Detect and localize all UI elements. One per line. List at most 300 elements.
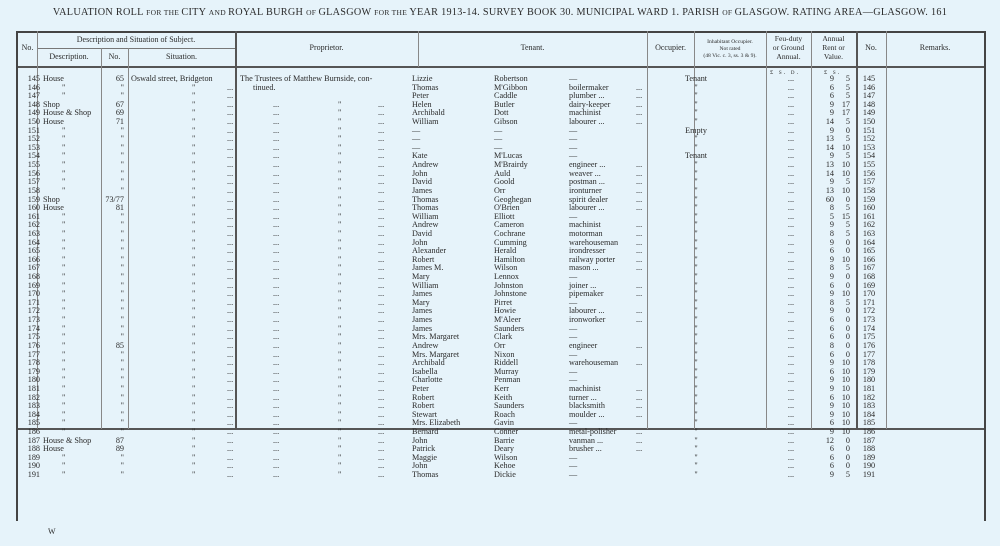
tenant-first-name: — <box>412 134 421 144</box>
situation-ditto: " <box>192 254 196 264</box>
situation-leader: ... <box>227 358 234 368</box>
tenant-surname: — <box>494 125 503 135</box>
description: " <box>62 151 66 161</box>
occupation: blacksmith <box>569 401 605 411</box>
situation-ditto: " <box>192 323 196 333</box>
occupier-status: " <box>694 99 698 109</box>
proprietor-leader: ... <box>378 272 385 282</box>
occupation-leader: ... <box>636 409 643 419</box>
description: " <box>62 228 66 238</box>
proprietor: The Trustees of Matthew Burnside, con- <box>240 74 373 83</box>
occupier-status: " <box>694 306 698 316</box>
occupation-leader: ... <box>636 177 643 187</box>
top-rule <box>18 31 984 33</box>
tenant-first-name: William <box>412 280 439 290</box>
annual-shillings: 0 <box>845 444 850 454</box>
occupation-leader: ... <box>636 160 643 170</box>
description: " <box>62 401 66 411</box>
proprietor-leader: ... <box>378 340 385 350</box>
proprietor-leader: ... <box>378 108 385 118</box>
tenant-surname: — <box>494 142 503 152</box>
proprietor: tinued. <box>253 82 276 92</box>
annual-pounds: 9 <box>829 125 834 135</box>
table-body <box>18 75 984 480</box>
row-number-right: 189 <box>862 452 876 462</box>
situation-leader: ... <box>227 254 234 264</box>
situation-leader: ... <box>227 340 234 350</box>
occupation: irondresser <box>569 246 606 256</box>
tenant-first-name: Kate <box>412 151 428 161</box>
occupier-status: Tenant <box>684 74 708 83</box>
tenant-surname: Butler <box>494 99 515 109</box>
occupier-status: " <box>694 435 698 445</box>
proprietor-leader: ... <box>273 117 280 127</box>
description: House <box>43 203 64 213</box>
description: " <box>62 340 66 350</box>
footer-mark: W <box>48 527 56 536</box>
street-number: " <box>120 160 124 170</box>
situation-ditto: " <box>192 280 196 290</box>
proprietor-leader: ... <box>273 246 280 256</box>
annual-shillings: 0 <box>845 435 850 445</box>
situation-ditto: " <box>192 134 196 144</box>
tenant-first-name: Mary <box>412 272 430 282</box>
situation-ditto: " <box>192 160 196 170</box>
situation: Oswald street, Bridgeton <box>131 74 213 83</box>
annual-pounds: 6 <box>829 246 834 256</box>
row-number: 156 <box>27 168 40 178</box>
annual-pounds: 6 <box>829 366 834 376</box>
row-number: 189 <box>27 452 40 462</box>
proprietor-leader: ... <box>273 461 280 471</box>
proprietor-leader: ... <box>378 237 385 247</box>
occupation: — <box>569 461 578 471</box>
situation-ditto: " <box>192 418 196 428</box>
proprietor-leader: ... <box>273 108 280 118</box>
situation-ditto: " <box>192 315 196 325</box>
proprietor-ditto: " <box>338 272 342 282</box>
occupation: labourer ... <box>569 203 605 213</box>
annual-pounds: 8 <box>829 297 834 307</box>
annual-shillings: 10 <box>841 409 850 419</box>
tenant-first-name: Lizzie <box>412 74 433 83</box>
feu-duty: ... <box>787 315 795 325</box>
row-number-right: 179 <box>862 366 876 376</box>
street-number: " <box>120 134 124 144</box>
proprietor-ditto: " <box>338 134 342 144</box>
street-number: 73/77 <box>105 194 124 204</box>
situation-ditto: " <box>192 263 196 273</box>
annual-pounds: 6 <box>829 392 834 402</box>
annual-pounds: 9 <box>829 108 834 118</box>
description: House <box>43 117 64 127</box>
tenant-first-name: William <box>412 117 439 127</box>
proprietor-leader: ... <box>273 366 280 376</box>
feu-duty: ... <box>787 392 795 402</box>
situation-leader: ... <box>227 91 234 101</box>
tenant-surname: Wilson <box>494 263 518 273</box>
row-number-right: 188 <box>862 444 876 454</box>
feu-duty: ... <box>787 418 795 428</box>
situation-ditto: " <box>192 82 196 92</box>
row-number: 179 <box>27 366 40 376</box>
occupation: labourer ... <box>569 117 605 127</box>
tenant-first-name: Thomas <box>412 82 439 92</box>
situation-leader: ... <box>227 134 234 144</box>
occupier-status: " <box>694 426 698 436</box>
annual-pounds: 13 <box>825 160 834 170</box>
occupier-status: " <box>694 82 698 92</box>
proprietor-ditto: " <box>338 177 342 187</box>
tenant-surname: Herald <box>494 246 517 256</box>
occupation-leader: ... <box>636 401 643 411</box>
description: " <box>62 409 66 419</box>
row-number-right: 154 <box>862 151 876 161</box>
valuation-roll-table <box>16 31 986 521</box>
proprietor-ditto: " <box>338 340 342 350</box>
annual-pounds: 9 <box>829 177 834 187</box>
proprietor-ditto: " <box>338 366 342 376</box>
description: " <box>62 91 66 101</box>
situation-ditto: " <box>192 203 196 213</box>
situation-leader: ... <box>227 332 234 342</box>
proprietor-leader: ... <box>378 418 385 428</box>
row-number: 150 <box>27 117 40 127</box>
tenant-first-name: Alexander <box>412 246 447 256</box>
occupier-status: " <box>694 177 698 187</box>
situation-leader: ... <box>227 211 234 221</box>
situation-leader: ... <box>227 375 234 385</box>
proprietor-leader: ... <box>378 194 385 204</box>
proprietor-leader: ... <box>273 211 280 221</box>
annual-pounds: 8 <box>829 228 834 238</box>
annual-pounds: 9 <box>829 289 834 299</box>
proprietor-leader: ... <box>273 426 280 436</box>
annual-pounds: 14 <box>825 168 834 178</box>
street-number: " <box>120 142 124 152</box>
occupation-leader: ... <box>636 289 643 299</box>
situation-ditto: " <box>192 461 196 471</box>
row-number: 178 <box>27 358 40 368</box>
annual-shillings: 5 <box>845 297 850 307</box>
occupation: machinist <box>569 383 601 393</box>
situation-leader: ... <box>227 323 234 333</box>
situation-ditto: " <box>192 142 196 152</box>
proprietor-ditto: " <box>338 194 342 204</box>
proprietor-ditto: " <box>338 168 342 178</box>
occupation-leader: ... <box>636 426 643 436</box>
tenant-surname: Pirret <box>494 297 513 307</box>
row-number-right: 152 <box>862 134 876 144</box>
annual-shillings: 5 <box>845 228 850 238</box>
annual-shillings: 10 <box>841 392 850 402</box>
proprietor-leader: ... <box>273 358 280 368</box>
feu-duty: ... <box>787 340 795 350</box>
feu-duty: ... <box>787 134 795 144</box>
tenant-first-name: John <box>412 461 428 471</box>
annual-pounds: 60 <box>825 194 834 204</box>
tenant-first-name: — <box>412 125 421 135</box>
tenant-surname: Keith <box>494 392 513 402</box>
tenant-first-name: James <box>412 185 433 195</box>
title-segment: GLASGOW. RATING AREA—GLASGOW. 161 <box>734 7 948 18</box>
feu-duty: ... <box>787 194 795 204</box>
annual-shillings: 10 <box>841 358 850 368</box>
tenant-surname: Caddle <box>494 91 518 101</box>
annual-shillings: 10 <box>841 185 850 195</box>
occupation: ironworker <box>569 315 606 325</box>
occupier-status: " <box>694 349 698 359</box>
occupation: — <box>569 375 578 385</box>
proprietor-ditto: " <box>338 444 342 454</box>
tenant-first-name: David <box>412 177 433 187</box>
feu-duty: ... <box>787 177 795 187</box>
tenant-first-name: Robert <box>412 392 435 402</box>
tenant-surname: Nixon <box>494 349 515 359</box>
annual-shillings: 0 <box>845 194 850 204</box>
situation-ditto: " <box>192 194 196 204</box>
tenant-surname: Roach <box>494 409 515 419</box>
tenant-surname: O'Brien <box>494 203 520 213</box>
annual-shillings: 5 <box>845 74 850 83</box>
occupier-status: " <box>694 392 698 402</box>
row-number-right: 178 <box>862 358 876 368</box>
proprietor-leader: ... <box>378 254 385 264</box>
proprietor-leader: ... <box>378 168 385 178</box>
tenant-surname: Howie <box>494 306 516 316</box>
street-number: " <box>120 452 124 462</box>
occupier-status: " <box>694 246 698 256</box>
feu-duty: ... <box>787 211 795 221</box>
annual-pounds: 9 <box>829 306 834 316</box>
street-number: 89 <box>115 444 124 454</box>
proprietor-leader: ... <box>378 444 385 454</box>
occupier-status: " <box>694 91 698 101</box>
row-number: 157 <box>27 177 40 187</box>
street-number: " <box>120 349 124 359</box>
proprietor-ditto: " <box>338 117 342 127</box>
description: " <box>62 125 66 135</box>
row-number: 183 <box>27 401 40 411</box>
annual-pounds: 6 <box>829 452 834 462</box>
annual-pounds: 9 <box>829 151 834 161</box>
title-segment: GLASGOW <box>318 7 375 18</box>
annual-shillings: 10 <box>841 375 850 385</box>
proprietor-leader: ... <box>378 142 385 152</box>
proprietor-leader: ... <box>273 418 280 428</box>
proprietor-leader: ... <box>273 392 280 402</box>
occupier-status: " <box>694 323 698 333</box>
description: House <box>43 74 64 83</box>
row-number: 163 <box>27 228 40 238</box>
situation-ditto: " <box>192 168 196 178</box>
street-number: " <box>120 358 124 368</box>
row-number: 176 <box>27 340 40 350</box>
tenant-surname: Auld <box>494 168 511 178</box>
row-number: 172 <box>27 306 40 316</box>
row-number: 171 <box>27 297 40 307</box>
description: " <box>62 383 66 393</box>
tenant-surname: Johnstone <box>494 289 527 299</box>
row-number-right: 146 <box>862 82 876 92</box>
street-number: 69 <box>115 108 124 118</box>
situation-leader: ... <box>227 168 234 178</box>
tenant-surname: Goold <box>494 177 515 187</box>
street-number: " <box>120 211 124 221</box>
occupation: brusher ... <box>569 444 602 454</box>
situation-leader: ... <box>227 246 234 256</box>
proprietor-leader: ... <box>378 125 385 135</box>
proprietor-leader: ... <box>378 383 385 393</box>
header-desc-group: Description and Situation of Subject. <box>76 35 196 44</box>
tenant-first-name: Maggie <box>412 452 438 462</box>
row-number: 145 <box>27 74 40 83</box>
feu-duty: ... <box>787 246 795 256</box>
street-number: " <box>120 315 124 325</box>
feu-duty: ... <box>787 117 795 127</box>
annual-pounds: 6 <box>829 461 834 471</box>
tenant-first-name: Thomas <box>412 470 439 480</box>
description: " <box>62 289 66 299</box>
annual-shillings: 10 <box>841 401 850 411</box>
row-number-right: 160 <box>862 203 876 213</box>
description: " <box>62 332 66 342</box>
proprietor-leader: ... <box>378 315 385 325</box>
feu-duty: ... <box>787 91 795 101</box>
occupation: weaver ... <box>569 168 601 178</box>
occupation: — <box>569 272 578 282</box>
occupation-leader: ... <box>636 280 643 290</box>
annual-shillings: 0 <box>845 340 850 350</box>
feu-duty: ... <box>787 470 795 480</box>
proprietor-leader: ... <box>378 211 385 221</box>
occupier-status: " <box>694 220 698 230</box>
situation-ditto: " <box>192 409 196 419</box>
street-number: " <box>120 151 124 161</box>
proprietor-ditto: " <box>338 358 342 368</box>
row-number: 147 <box>27 91 40 101</box>
occupier-status: " <box>694 461 698 471</box>
annual-pounds: 9 <box>829 74 834 83</box>
occupation: postman ... <box>569 177 605 187</box>
proprietor-leader: ... <box>273 409 280 419</box>
occupation: pipemaker <box>569 289 604 299</box>
situation-leader: ... <box>227 349 234 359</box>
annual-pounds: 13 <box>825 185 834 195</box>
proprietor-leader: ... <box>273 332 280 342</box>
tenant-surname: M'Aleer <box>494 315 521 325</box>
header-no: No. <box>21 43 34 52</box>
occupation: — <box>569 297 578 307</box>
title-segment: CITY <box>181 7 209 18</box>
tenant-surname: Saunders <box>494 401 525 411</box>
occupation-leader: ... <box>636 117 643 127</box>
annual-pounds: 8 <box>829 263 834 273</box>
annual-pounds: 6 <box>829 82 834 92</box>
proprietor-leader: ... <box>378 297 385 307</box>
occupation-leader: ... <box>636 444 643 454</box>
feu-duty: ... <box>787 401 795 411</box>
situation-ditto: " <box>192 297 196 307</box>
street-number: 71 <box>115 117 124 127</box>
tenant-first-name: Patrick <box>412 444 436 454</box>
row-number: 173 <box>27 315 40 325</box>
tenant-surname: M'Brairdy <box>494 160 528 170</box>
annual-shillings: 5 <box>845 220 850 230</box>
annual-shillings: 0 <box>845 452 850 462</box>
situation-leader: ... <box>227 228 234 238</box>
occupation: — <box>569 452 578 462</box>
proprietor-leader: ... <box>378 228 385 238</box>
description: " <box>62 134 66 144</box>
annual-pounds: 9 <box>829 220 834 230</box>
feu-duty: ... <box>787 168 795 178</box>
row-number: 166 <box>27 254 40 264</box>
row-number-right: 165 <box>862 246 876 256</box>
proprietor-leader: ... <box>273 237 280 247</box>
annual-pounds: 6 <box>829 418 834 428</box>
title-segment: AND <box>208 8 229 17</box>
row-number-right: 191 <box>862 470 876 480</box>
proprietor-ditto: " <box>338 306 342 316</box>
occupier-status: " <box>694 401 698 411</box>
proprietor-ditto: " <box>338 392 342 402</box>
feu-duty: ... <box>787 280 795 290</box>
proprietor-leader: ... <box>378 160 385 170</box>
tenant-surname: Barrie <box>494 435 515 445</box>
situation-ditto: " <box>192 246 196 256</box>
occupation: — <box>569 470 578 480</box>
header-remarks: Remarks. <box>919 43 951 52</box>
tenant-surname: Geoghegan <box>494 194 532 204</box>
description: " <box>62 246 66 256</box>
situation-leader: ... <box>227 108 234 118</box>
annual-shillings: 17 <box>841 99 850 109</box>
proprietor-leader: ... <box>273 323 280 333</box>
header-occupier: Occupier. <box>655 43 686 52</box>
proprietor-leader: ... <box>378 452 385 462</box>
occupier-status: " <box>694 117 698 127</box>
annual-shillings: 0 <box>845 323 850 333</box>
occupier-status: " <box>694 470 698 480</box>
description: " <box>62 418 66 428</box>
tenant-surname: Orr <box>494 340 506 350</box>
feu-duty: ... <box>787 99 795 109</box>
street-number: " <box>120 272 124 282</box>
annual-pounds: 13 <box>825 134 834 144</box>
street-number: " <box>120 297 124 307</box>
header-desc-no: No. <box>108 52 121 61</box>
tenant-first-name: Robert <box>412 401 435 411</box>
occupier-status: " <box>694 168 698 178</box>
annual-shillings: 5 <box>845 151 850 161</box>
occupation: machinist <box>569 220 601 230</box>
proprietor-ditto: " <box>338 263 342 273</box>
street-number: " <box>120 332 124 342</box>
proprietor-leader: ... <box>378 392 385 402</box>
row-number: 182 <box>27 392 40 402</box>
occupation: vanman ... <box>569 435 604 445</box>
proprietor-leader: ... <box>378 426 385 436</box>
feu-duty: ... <box>787 383 795 393</box>
proprietor-leader: ... <box>378 280 385 290</box>
situation-leader: ... <box>227 185 234 195</box>
situation-leader: ... <box>227 237 234 247</box>
occupation: mason ... <box>569 263 599 273</box>
occupation-leader: ... <box>636 228 643 238</box>
situation-leader: ... <box>227 401 234 411</box>
description: House & Shop <box>43 108 92 118</box>
